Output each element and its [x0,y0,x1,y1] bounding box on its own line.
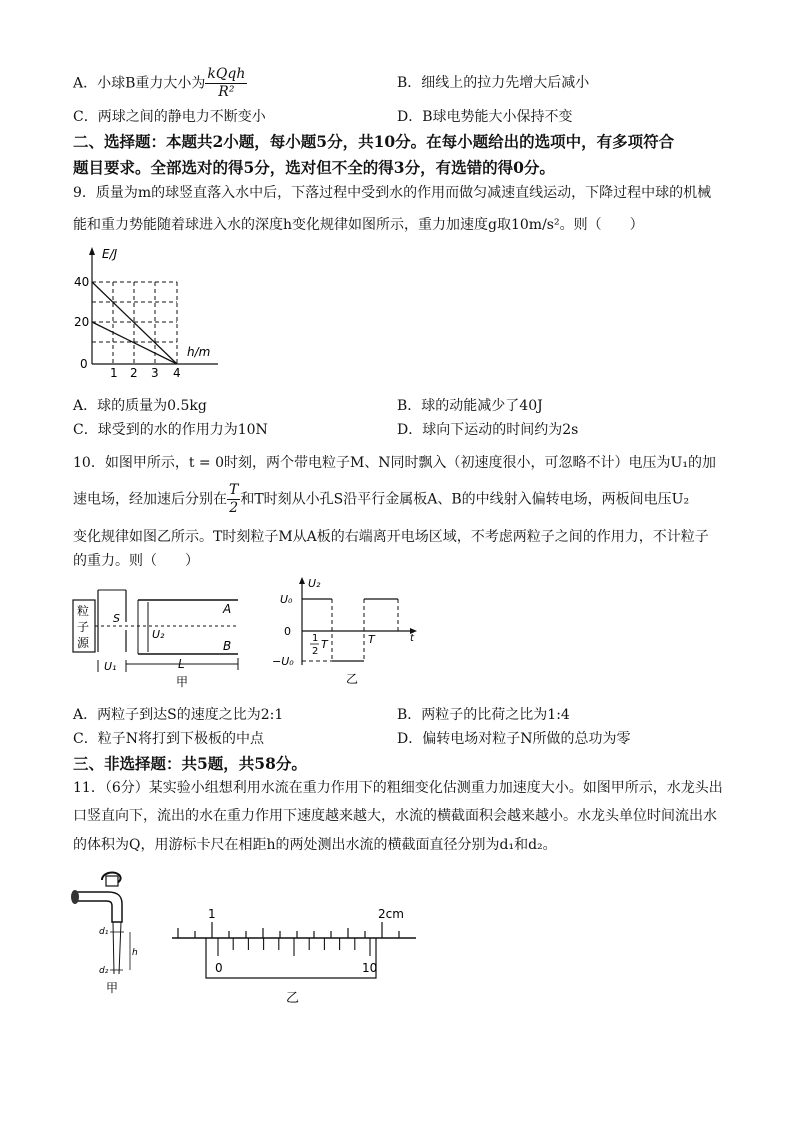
q11-figure-jia-caption: 甲 [106,981,119,995]
q10-figure-yi [268,575,428,690]
q9-graph-xtick-2: 2 [130,366,138,380]
q11-main-scale-2cm: 2cm [378,907,404,921]
q10-yi-half-den: 2 [312,646,319,657]
q10-yi-neg-u0-label: −U₀ [272,655,294,668]
q11-vernier-0: 0 [215,961,223,975]
q11-d2-label: d₂ [99,966,109,976]
q10-source-char3: 源 [77,636,90,650]
q10-figure-jia-caption: 甲 [176,675,189,689]
q10-stem-line4: 的重力。则（ ） [73,553,199,569]
q9-option-a: A．球的质量为0.5kg [73,398,207,414]
q10-yi-t-tick: T [368,633,375,646]
q10-option-c: C．粒子N将打到下极板的中点 [73,731,264,747]
q10-length-l-label: L [178,657,185,671]
q9-option-d: D．球向下运动的时间约为2s [397,422,579,438]
section-2-heading-line2: 题目要求。全部选对的得5分，选对但不全的得3分，有选错的得0分。 [73,158,555,177]
q10-source-char1: 粒 [77,604,90,618]
q9-energy-graph [68,244,228,380]
q9-stem-line1: 9．质量为m的球竖直落入水中后，下落过程中受到水的作用而做匀减速直线运动，下降过程中球的机械 [73,185,712,201]
q9-option-b: B．球的动能减少了40J [397,398,543,414]
q11-faucet-figure [66,866,146,1006]
q10-yi-zero-label: 0 [284,625,291,638]
q10-u1-label: U₁ [104,660,117,673]
q10-option-a: A．两粒子到达S的速度之比为2:1 [73,707,284,723]
q11-vernier-figure [168,898,420,1008]
q10-plate-b-label: B [223,639,232,653]
q9-graph-xtick-3: 3 [151,366,159,380]
q10-option-b: B．两粒子的比荷之比为1:4 [397,707,570,723]
section-3-heading: 三、非选择题：共5题，共58分。 [73,754,307,773]
q10-option-d: D．偏转电场对粒子N所做的总功为零 [397,731,631,747]
q8-option-a-fraction: $\frac{\text{kQqh}}{\text{R²}}$ [207,66,246,100]
q10-plate-a-label: A [223,602,232,616]
q10-source-char2: 子 [77,620,90,634]
q11-stem-line2: 口竖直向下，流出的水在重力作用下速度越来越大，水流的横截面积会越来越小。水龙头单位时间流出水 [73,808,717,824]
q11-stem-line3: 的体积为Q，用游标卡尺在相距h的两处测出水流的横截面直径分别为d₁和d₂。 [73,837,557,853]
q10-yi-ylabel: U₂ [308,577,321,590]
q8-option-a-text: A．小球B重力大小为 [73,75,206,92]
q11-main-scale-1: 1 [208,907,216,921]
q9-graph-xtick-4: 4 [173,366,181,380]
q10-figure-yi-caption: 乙 [346,672,359,686]
q9-graph-ylabel: E/J [102,247,118,261]
q10-half-t-fraction: $\frac{T}{2}$ [229,482,239,516]
q9-option-c: C．球受到的水的作用力为10N [73,422,268,438]
q10-yi-t-axis-label: t [410,633,414,644]
q10-stem-line2: 速电场，经加速后分别在 $\frac{T}{2}$ 和T时刻从小孔S沿平行金属板A、B的中线射入偏转电场，两板间电压U₂ [73,482,690,516]
q9-graph-ytick-0: 0 [80,357,88,371]
q11-h-label: h [132,948,138,958]
q10-yi-u0-label: U₀ [280,593,293,606]
q9-graph-xtick-1: 1 [110,366,118,380]
q8-option-d: D．B球电势能大小保持不变 [397,109,573,125]
section-2-heading-line1: 二、选择题：本题共2小题，每小题5分，共10分。在每小题给出的选项中，有多项符合 [73,132,675,151]
q11-figure-yi-caption: 乙 [286,991,300,1006]
q8-option-b: B．细线上的拉力先增大后减小 [397,75,590,91]
q9-stem-line2: 能和重力势能随着球进入水的深度h变化规律如图所示，重力加速度g取10m/s²。则（ ） [73,217,644,233]
q10-stem-line3: 变化规律如图乙所示。T时刻粒子M从A板的右端离开电场区域，不考虑两粒子之间的作用力，不计粒子 [73,529,709,545]
q11-vernier-10: 10 [362,961,378,975]
q10-figure-jia [68,580,258,690]
q9-graph-ytick-40: 40 [74,275,90,289]
q10-stem-line1: 10．如图甲所示，t = 0时刻，两个带电粒子M、N同时飘入（初速度很小，可忽略不计）电压为U₁的加 [73,455,716,471]
q8-option-a [73,66,247,101]
q10-u2-label: U₂ [152,628,165,641]
q11-d1-label: d₁ [99,927,109,937]
q10-yi-half-num: 1 [312,633,319,644]
q8-option-c: C．两球之间的静电力不断变小 [73,109,266,125]
q11-stem-line1: 11．（6分）某实验小组想利用水流在重力作用下的粗细变化估测重力加速度大小。如图甲所示，水龙头出 [73,780,723,796]
q10-hole-s-label: S [113,612,120,625]
q9-graph-ytick-20: 20 [74,315,90,329]
q10-yi-half-t: T [321,638,328,651]
q9-graph-xlabel: h/m [187,345,211,359]
